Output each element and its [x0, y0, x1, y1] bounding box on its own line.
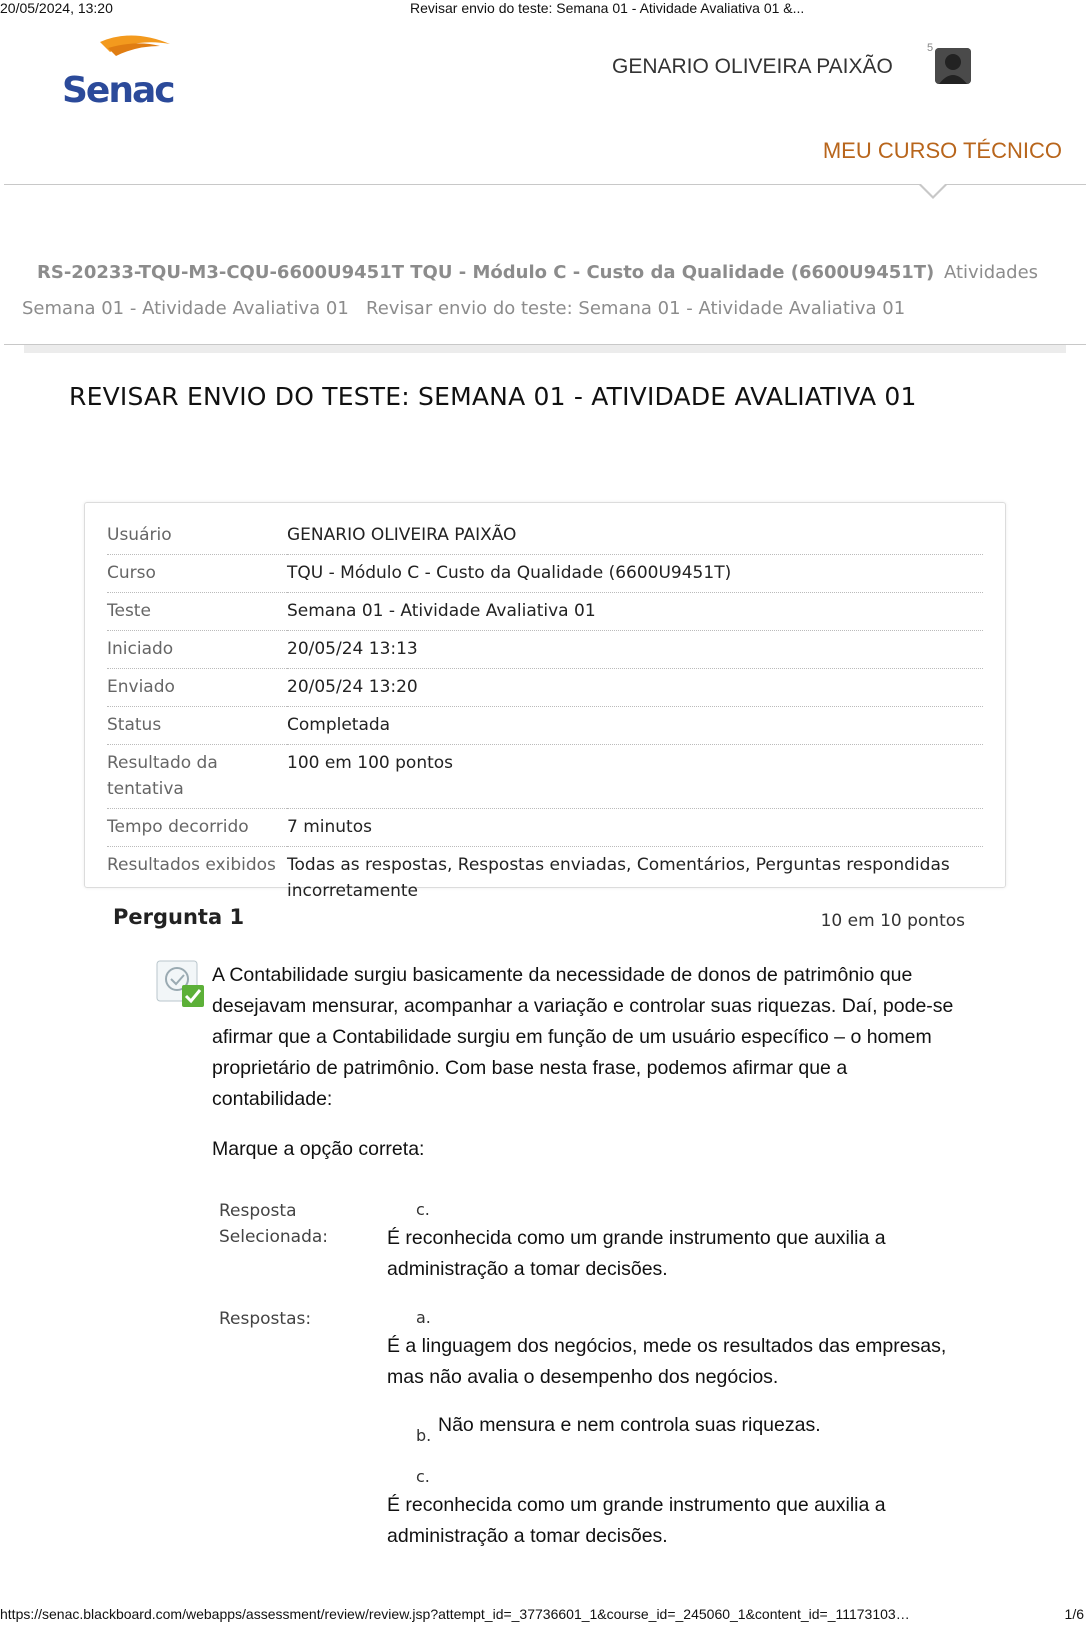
details-value: 100 em 100 pontos	[287, 745, 983, 809]
print-doc-title: Revisar envio do teste: Semana 01 - Atividade Avaliativa 01 &...	[410, 0, 805, 16]
user-name[interactable]: GENARIO OLIVEIRA PAIXÃO	[612, 55, 893, 78]
question-instruction: Marque a opção correta:	[212, 1138, 425, 1160]
details-label: Resultados exibidos	[107, 855, 276, 875]
breadcrumb-current: Revisar envio do teste: Semana 01 - Atividade Avaliativa 01	[366, 298, 906, 319]
details-row	[107, 517, 983, 555]
my-course-link[interactable]: MEU CURSO TÉCNICO	[822, 138, 1062, 163]
breadcrumb-section[interactable]: Atividades	[944, 262, 1039, 283]
details-label: Status	[107, 707, 287, 745]
details-value: 20/05/24 13:13	[287, 631, 983, 669]
breadcrumb-course[interactable]: RS-20233-TQU-M3-CQU-6600U9451T TQU - Módulo C - Custo da Qualidade (6600U9451T)	[37, 262, 935, 283]
print-url: https://senac.blackboard.com/webapps/assessment/review/review.jsp?attempt_id=_37736601_1&course_id=_245060_1&content_id=_11173103…	[0, 1606, 910, 1622]
answer-letter: b.	[416, 1426, 432, 1445]
question-text: A Contabilidade surgiu basicamente da necessidade de donos de patrimônio que desejavam mensurar, acompanhar a variação e controlar suas riquezas. Daí, pode-se afirmar que a Contabilidade surgiu em função de um usuário específico – o homem proprietário de patrimônio. Com base nesta frase, podemos afirmar que a contabilidade:	[212, 964, 954, 1110]
correct-answer-icon	[156, 960, 206, 1010]
answer-text: É a linguagem dos negócios, mede os resultados das empresas, mas não avalia o desempenho dos negócios.	[387, 1335, 947, 1388]
details-row	[107, 707, 983, 745]
details-label: Tempo decorrido	[107, 809, 287, 847]
details-value: Todas as respostas, Respostas enviadas, Comentários, Perguntas respondidas incorretamente	[287, 855, 950, 901]
details-value: Completada	[287, 707, 983, 745]
details-value: 7 minutos	[287, 809, 983, 847]
details-label: Enviado	[107, 669, 287, 707]
question-points: 10 em 10 pontos	[820, 911, 965, 931]
avatar[interactable]	[935, 48, 971, 84]
details-label: Usuário	[107, 517, 287, 555]
answers-label: Respostas:	[219, 1309, 312, 1329]
details-label: Teste	[107, 593, 287, 631]
selected-answer-text: É reconhecida como um grande instrumento que auxilia a administração a tomar decisões.	[387, 1227, 886, 1280]
answer-letter: a.	[416, 1308, 431, 1327]
page-title: REVISAR ENVIO DO TESTE: SEMANA 01 - ATIVIDADE AVALIATIVA 01	[69, 382, 917, 411]
details-value: Semana 01 - Atividade Avaliativa 01	[287, 593, 983, 631]
details-value: TQU - Módulo C - Custo da Qualidade (6600U9451T)	[287, 555, 983, 593]
details-row	[107, 847, 983, 911]
details-row	[107, 745, 983, 809]
details-row	[107, 631, 983, 669]
details-row	[107, 669, 983, 707]
selected-answer-letter: c.	[416, 1200, 430, 1219]
attempt-details	[84, 502, 1006, 901]
answer-letter: c.	[416, 1467, 430, 1486]
print-page-number: 1/6	[1064, 1606, 1084, 1622]
details-row	[107, 593, 983, 631]
details-label: Iniciado	[107, 631, 287, 669]
user-silhouette-icon	[935, 48, 971, 84]
details-label: Curso	[107, 555, 287, 593]
notification-count[interactable]: 5	[927, 42, 934, 54]
print-datetime: 20/05/2024, 13:20	[0, 0, 113, 16]
details-label: Resultado da tentativa	[107, 745, 287, 809]
details-row	[107, 809, 983, 847]
senac-logo[interactable]	[62, 30, 182, 110]
question-title: Pergunta 1	[113, 905, 245, 929]
selected-answer-label: Resposta Selecionada:	[219, 1201, 329, 1247]
details-row	[107, 555, 983, 593]
details-value: GENARIO OLIVEIRA PAIXÃO	[287, 517, 983, 555]
answer-text: É reconhecida como um grande instrumento que auxilia a administração a tomar decisões.	[387, 1494, 886, 1547]
breadcrumb-activity[interactable]: Semana 01 - Atividade Avaliativa 01	[22, 298, 349, 319]
answer-text: Não mensura e nem controla suas riquezas.	[438, 1414, 821, 1436]
logo-text: Senac	[62, 70, 174, 110]
details-value: 20/05/24 13:20	[287, 669, 983, 707]
